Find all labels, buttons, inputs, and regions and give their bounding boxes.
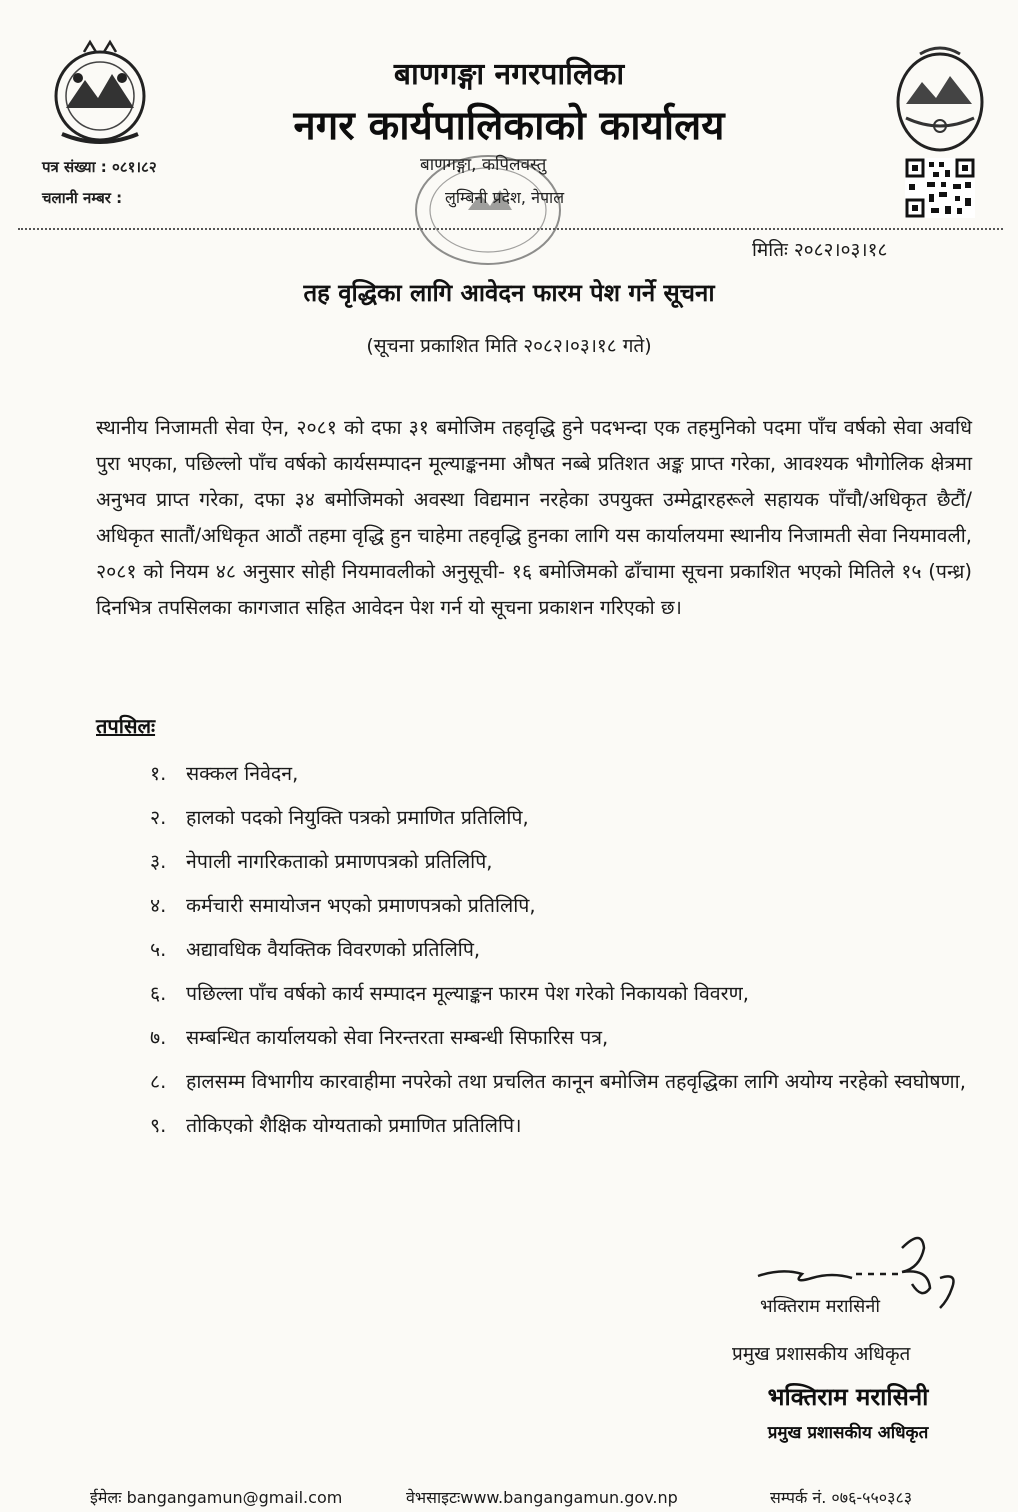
office-name: नगर कार्यपालिकाको कार्यालय — [293, 103, 725, 149]
notice-body: स्थानीय निजामती सेवा ऐन, २०८१ को दफा ३१ बमोजिम तहवृद्धि हुने पदभन्दा एक तहमुनिको पदमा पाँच वर्षको सेवा अवधि पुरा भएका, पछिल्लो पाँच वर्षको कार्यसम्पादन मूल्याङ्कनमा औषत नब्बे प्रतिशत अङ्क प्राप्त गरेका, आवश्यक भौगोलिक क्षेत्रमा अनुभव प्राप्त गरेका, दफा ३४ बमोजिमको अवस्था विद्यमान नरहेका उपयुक्त उम्मेद्वारहरूले सहायक पाँचौ/अधिकृत छैटौं/अधिकृत सातौं/अधिकृत आठौं तहमा वृद्धि हुन चाहेमा तहवृद्धि हुनका लागि यस कार्यालयमा स्थानीय निजामती सेवा नियमावली, २०८१ को नियम ४८ अनुसार सोही नियमावलीको अनुसूची- १६ बमोजिमको ढाँचामा सूचना प्रकाशित भएको मितिले १५ (पन्ध्र) दिनभित्र तपसिलका कागजात सहित आवेदन पेश गर्न यो सूचना प्रकाशन गरिएको छ। — [96, 416, 972, 619]
qr-code-icon — [905, 158, 975, 218]
list-item: २. हालको पदको नियुक्ति पत्रको प्रमाणित प्रतिलिपि, — [150, 806, 529, 829]
stamp-name: भक्तिराम मरासिनी — [767, 1383, 929, 1411]
list-item: ४. कर्मचारी समायोजन भएको प्रमाणपत्रको प्रतिलिपि, — [150, 894, 536, 917]
footer-email: ईमेलः bangangamun@gmail.com — [90, 1488, 343, 1507]
list-item: ६. पछिल्ला पाँच वर्षको कार्य सम्पादन मूल्याङ्कन फारम पेश गरेको निकायको विवरण, — [150, 982, 749, 1005]
header-divider — [18, 228, 1003, 230]
list-item: १. सक्कल निवेदन, — [150, 762, 299, 785]
list-item: ९. तोकिएको शैक्षिक योग्यताको प्रमाणित प्रतिलिपि। — [150, 1114, 522, 1137]
address-line-1: बाणगङ्गा, कपिलवस्तु — [420, 155, 547, 175]
stamp-title: प्रमुख प्रशासकीय अधिकृत — [767, 1423, 929, 1443]
dispatch-number: चलानी नम्बर : — [42, 189, 123, 207]
letter-number: पत्र संख्या : ०८१।८२ — [42, 158, 157, 176]
notice-subject: तह वृद्धिका लागि आवेदन फारम पेश गर्ने सूचना — [303, 279, 715, 307]
footer-phone: सम्पर्क नं. ०७६-५५०३८३ — [770, 1488, 913, 1507]
footer-website: वेभसाइटःwww.bangangamun.gov.np — [406, 1488, 678, 1507]
address-line-2: लुम्बिनी प्रदेश, नेपाल — [445, 188, 565, 207]
municipality-name: बाणगङ्गा नगरपालिका — [393, 57, 625, 92]
list-item: ८. हालसम्म विभागीय कारवाहीमा नपरेको तथा प्रचलित कानून बमोजिम तहवृद्धिका लागि अयोग्य नरहेको स्वघोषणा, — [150, 1070, 966, 1093]
list-item: ७. सम्बन्धित कार्यालयको सेवा निरन्तरता सम्बन्धी सिफारिस पत्र, — [150, 1026, 609, 1049]
signatory-title: प्रमुख प्रशासकीय अधिकृत — [732, 1343, 911, 1365]
notice-date: मितिः २०८२।०३।१८ — [752, 239, 888, 261]
signatory-name: भक्तिराम मरासिनी — [760, 1296, 881, 1317]
list-heading: तपसिलः — [96, 714, 156, 738]
required-documents-list — [150, 756, 980, 1152]
published-date: (सूचना प्रकाशित मिति २०८२।०३।१८ गते) — [366, 335, 652, 357]
list-item: ३. नेपाली नागरिकताको प्रमाणपत्रको प्रतिलिपि, — [150, 850, 493, 873]
list-item: ५. अद्यावधिक वैयक्तिक विवरणको प्रतिलिपि, — [150, 938, 481, 961]
name-stamp — [748, 1380, 948, 1452]
municipality-logo-icon — [892, 42, 988, 152]
